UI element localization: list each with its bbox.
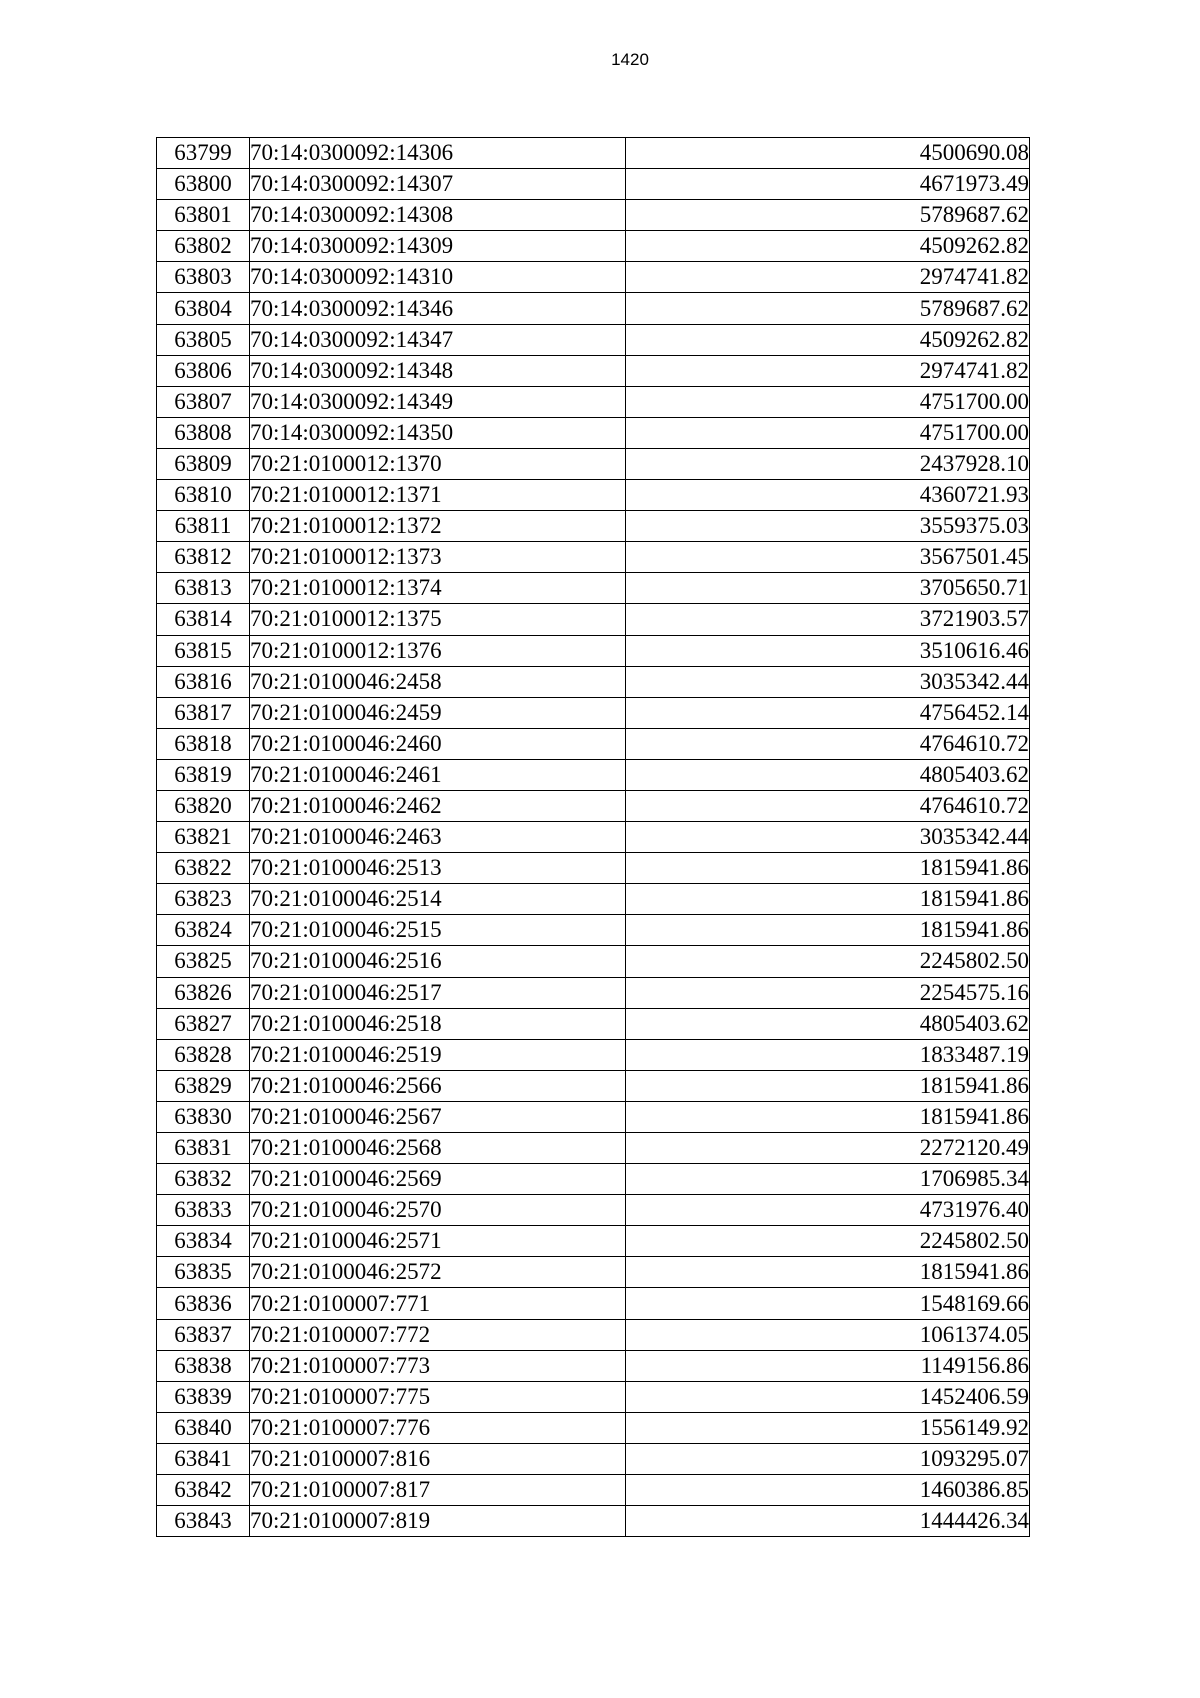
row-number-cell: 63806: [157, 355, 250, 386]
value-cell: 1556149.92: [626, 1412, 1030, 1443]
value-cell: 2254575.16: [626, 977, 1030, 1008]
value-cell: 2272120.49: [626, 1133, 1030, 1164]
row-number-cell: 63811: [157, 511, 250, 542]
value-cell: 3559375.03: [626, 511, 1030, 542]
table-row: [157, 200, 1030, 231]
table-row: [157, 1164, 1030, 1195]
row-number-cell: 63805: [157, 324, 250, 355]
table-row: [157, 417, 1030, 448]
row-number-cell: 63810: [157, 480, 250, 511]
table-row: [157, 1412, 1030, 1443]
value-cell: 3510616.46: [626, 635, 1030, 666]
cadastral-number-cell: 70:21:0100046:2570: [250, 1195, 626, 1226]
table-row: [157, 1070, 1030, 1101]
table-row: [157, 977, 1030, 1008]
value-cell: 1548169.66: [626, 1288, 1030, 1319]
cadastral-number-cell: 70:21:0100046:2566: [250, 1070, 626, 1101]
data-table: [156, 137, 1030, 1537]
value-cell: 5789687.62: [626, 293, 1030, 324]
row-number-cell: 63819: [157, 759, 250, 790]
row-number-cell: 63828: [157, 1039, 250, 1070]
cadastral-number-cell: 70:21:0100007:819: [250, 1506, 626, 1537]
value-cell: 1149156.86: [626, 1350, 1030, 1381]
table-row: [157, 1350, 1030, 1381]
table-row: [157, 355, 1030, 386]
row-number-cell: 63824: [157, 915, 250, 946]
page-number: 1420: [611, 50, 649, 69]
table-row: [157, 386, 1030, 417]
row-number-cell: 63843: [157, 1506, 250, 1537]
table-row: [157, 511, 1030, 542]
cadastral-number-cell: 70:14:0300092:14346: [250, 293, 626, 324]
table-row: [157, 542, 1030, 573]
row-number-cell: 63842: [157, 1475, 250, 1506]
row-number-cell: 63821: [157, 822, 250, 853]
cadastral-number-cell: 70:21:0100012:1374: [250, 573, 626, 604]
table-row: [157, 759, 1030, 790]
table-row: [157, 1443, 1030, 1474]
value-cell: 4756452.14: [626, 697, 1030, 728]
row-number-cell: 63826: [157, 977, 250, 1008]
row-number-cell: 63823: [157, 884, 250, 915]
table-row: [157, 1257, 1030, 1288]
table-row: [157, 884, 1030, 915]
value-cell: 3705650.71: [626, 573, 1030, 604]
value-cell: 4764610.72: [626, 790, 1030, 821]
table-row: [157, 169, 1030, 200]
value-cell: 4671973.49: [626, 169, 1030, 200]
row-number-cell: 63822: [157, 853, 250, 884]
row-number-cell: 63815: [157, 635, 250, 666]
table-row: [157, 1506, 1030, 1537]
value-cell: 2974741.82: [626, 262, 1030, 293]
row-number-cell: 63832: [157, 1164, 250, 1195]
cadastral-number-cell: 70:14:0300092:14306: [250, 138, 626, 169]
cadastral-number-cell: 70:14:0300092:14309: [250, 231, 626, 262]
table-row: [157, 1039, 1030, 1070]
row-number-cell: 63808: [157, 417, 250, 448]
table-row: [157, 262, 1030, 293]
row-number-cell: 63829: [157, 1070, 250, 1101]
cadastral-number-cell: 70:21:0100046:2463: [250, 822, 626, 853]
cadastral-number-cell: 70:14:0300092:14350: [250, 417, 626, 448]
table-row: [157, 1381, 1030, 1412]
value-cell: 4731976.40: [626, 1195, 1030, 1226]
table-row: [157, 1475, 1030, 1506]
value-cell: 4751700.00: [626, 417, 1030, 448]
value-cell: 4500690.08: [626, 138, 1030, 169]
cadastral-number-cell: 70:21:0100007:816: [250, 1443, 626, 1474]
row-number-cell: 63820: [157, 790, 250, 821]
table-row: [157, 822, 1030, 853]
value-cell: 1815941.86: [626, 1070, 1030, 1101]
value-cell: 1452406.59: [626, 1381, 1030, 1412]
value-cell: 1815941.86: [626, 1101, 1030, 1132]
cadastral-number-cell: 70:21:0100046:2516: [250, 946, 626, 977]
value-cell: 1815941.86: [626, 853, 1030, 884]
cadastral-number-cell: 70:14:0300092:14347: [250, 324, 626, 355]
table-row: [157, 1133, 1030, 1164]
cadastral-number-cell: 70:21:0100012:1373: [250, 542, 626, 573]
row-number-cell: 63818: [157, 728, 250, 759]
value-cell: 1093295.07: [626, 1443, 1030, 1474]
value-cell: 4751700.00: [626, 386, 1030, 417]
table-row: [157, 635, 1030, 666]
value-cell: 1815941.86: [626, 915, 1030, 946]
cadastral-number-cell: 70:21:0100007:817: [250, 1475, 626, 1506]
row-number-cell: 63809: [157, 448, 250, 479]
cadastral-number-cell: 70:14:0300092:14307: [250, 169, 626, 200]
cadastral-number-cell: 70:21:0100046:2518: [250, 1008, 626, 1039]
table-row: [157, 946, 1030, 977]
value-cell: 2437928.10: [626, 448, 1030, 479]
cadastral-number-cell: 70:21:0100046:2513: [250, 853, 626, 884]
cadastral-number-cell: 70:14:0300092:14349: [250, 386, 626, 417]
value-cell: 1706985.34: [626, 1164, 1030, 1195]
row-number-cell: 63817: [157, 697, 250, 728]
value-cell: 4509262.82: [626, 231, 1030, 262]
cadastral-number-cell: 70:14:0300092:14308: [250, 200, 626, 231]
value-cell: 3035342.44: [626, 822, 1030, 853]
table-row: [157, 728, 1030, 759]
value-cell: 4509262.82: [626, 324, 1030, 355]
table-row: [157, 604, 1030, 635]
value-cell: 3567501.45: [626, 542, 1030, 573]
table-row: [157, 293, 1030, 324]
value-cell: 4805403.62: [626, 1008, 1030, 1039]
table-row: [157, 697, 1030, 728]
value-cell: 4805403.62: [626, 759, 1030, 790]
table-row: [157, 480, 1030, 511]
table-row: [157, 231, 1030, 262]
cadastral-number-cell: 70:21:0100012:1371: [250, 480, 626, 511]
row-number-cell: 63841: [157, 1443, 250, 1474]
table-row: [157, 324, 1030, 355]
table-row: [157, 1008, 1030, 1039]
cadastral-number-cell: 70:21:0100046:2519: [250, 1039, 626, 1070]
cadastral-number-cell: 70:21:0100046:2459: [250, 697, 626, 728]
cadastral-number-cell: 70:21:0100046:2462: [250, 790, 626, 821]
table-row: [157, 1319, 1030, 1350]
cadastral-number-cell: 70:14:0300092:14348: [250, 355, 626, 386]
value-cell: 5789687.62: [626, 200, 1030, 231]
table-row: [157, 138, 1030, 169]
cadastral-number-cell: 70:21:0100007:772: [250, 1319, 626, 1350]
row-number-cell: 63801: [157, 200, 250, 231]
value-cell: 1833487.19: [626, 1039, 1030, 1070]
table-row: [157, 573, 1030, 604]
row-number-cell: 63814: [157, 604, 250, 635]
value-cell: 3721903.57: [626, 604, 1030, 635]
cadastral-number-cell: 70:21:0100046:2461: [250, 759, 626, 790]
value-cell: 1061374.05: [626, 1319, 1030, 1350]
cadastral-number-cell: 70:21:0100012:1370: [250, 448, 626, 479]
table-row: [157, 448, 1030, 479]
table-body: [157, 138, 1030, 1537]
row-number-cell: 63807: [157, 386, 250, 417]
cadastral-number-cell: 70:21:0100046:2515: [250, 915, 626, 946]
table-row: [157, 1195, 1030, 1226]
row-number-cell: 63827: [157, 1008, 250, 1039]
row-number-cell: 63800: [157, 169, 250, 200]
value-cell: 1815941.86: [626, 1257, 1030, 1288]
row-number-cell: 63804: [157, 293, 250, 324]
row-number-cell: 63812: [157, 542, 250, 573]
value-cell: 2245802.50: [626, 946, 1030, 977]
row-number-cell: 63833: [157, 1195, 250, 1226]
value-cell: 1460386.85: [626, 1475, 1030, 1506]
cadastral-number-cell: 70:14:0300092:14310: [250, 262, 626, 293]
value-cell: 3035342.44: [626, 666, 1030, 697]
cadastral-number-cell: 70:21:0100007:776: [250, 1412, 626, 1443]
cadastral-number-cell: 70:21:0100046:2460: [250, 728, 626, 759]
table-row: [157, 853, 1030, 884]
row-number-cell: 63813: [157, 573, 250, 604]
cadastral-number-cell: 70:21:0100046:2517: [250, 977, 626, 1008]
row-number-cell: 63837: [157, 1319, 250, 1350]
value-cell: 2974741.82: [626, 355, 1030, 386]
row-number-cell: 63799: [157, 138, 250, 169]
row-number-cell: 63802: [157, 231, 250, 262]
cadastral-number-cell: 70:21:0100046:2571: [250, 1226, 626, 1257]
cadastral-number-cell: 70:21:0100046:2514: [250, 884, 626, 915]
row-number-cell: 63825: [157, 946, 250, 977]
row-number-cell: 63839: [157, 1381, 250, 1412]
table-row: [157, 1226, 1030, 1257]
value-cell: 4764610.72: [626, 728, 1030, 759]
table-row: [157, 666, 1030, 697]
cadastral-number-cell: 70:21:0100012:1372: [250, 511, 626, 542]
row-number-cell: 63830: [157, 1101, 250, 1132]
cadastral-number-cell: 70:21:0100007:775: [250, 1381, 626, 1412]
value-cell: 1444426.34: [626, 1506, 1030, 1537]
table-row: [157, 1288, 1030, 1319]
table-row: [157, 790, 1030, 821]
row-number-cell: 63816: [157, 666, 250, 697]
cadastral-number-cell: 70:21:0100007:771: [250, 1288, 626, 1319]
cadastral-number-cell: 70:21:0100012:1376: [250, 635, 626, 666]
table-row: [157, 1101, 1030, 1132]
value-cell: 4360721.93: [626, 480, 1030, 511]
cadastral-number-cell: 70:21:0100046:2568: [250, 1133, 626, 1164]
cadastral-number-cell: 70:21:0100012:1375: [250, 604, 626, 635]
row-number-cell: 63840: [157, 1412, 250, 1443]
row-number-cell: 63835: [157, 1257, 250, 1288]
row-number-cell: 63831: [157, 1133, 250, 1164]
cadastral-number-cell: 70:21:0100046:2569: [250, 1164, 626, 1195]
cadastral-number-cell: 70:21:0100046:2572: [250, 1257, 626, 1288]
row-number-cell: 63834: [157, 1226, 250, 1257]
cadastral-number-cell: 70:21:0100046:2458: [250, 666, 626, 697]
value-cell: 1815941.86: [626, 884, 1030, 915]
cadastral-number-cell: 70:21:0100007:773: [250, 1350, 626, 1381]
cadastral-number-cell: 70:21:0100046:2567: [250, 1101, 626, 1132]
value-cell: 2245802.50: [626, 1226, 1030, 1257]
row-number-cell: 63836: [157, 1288, 250, 1319]
row-number-cell: 63803: [157, 262, 250, 293]
row-number-cell: 63838: [157, 1350, 250, 1381]
table-row: [157, 915, 1030, 946]
